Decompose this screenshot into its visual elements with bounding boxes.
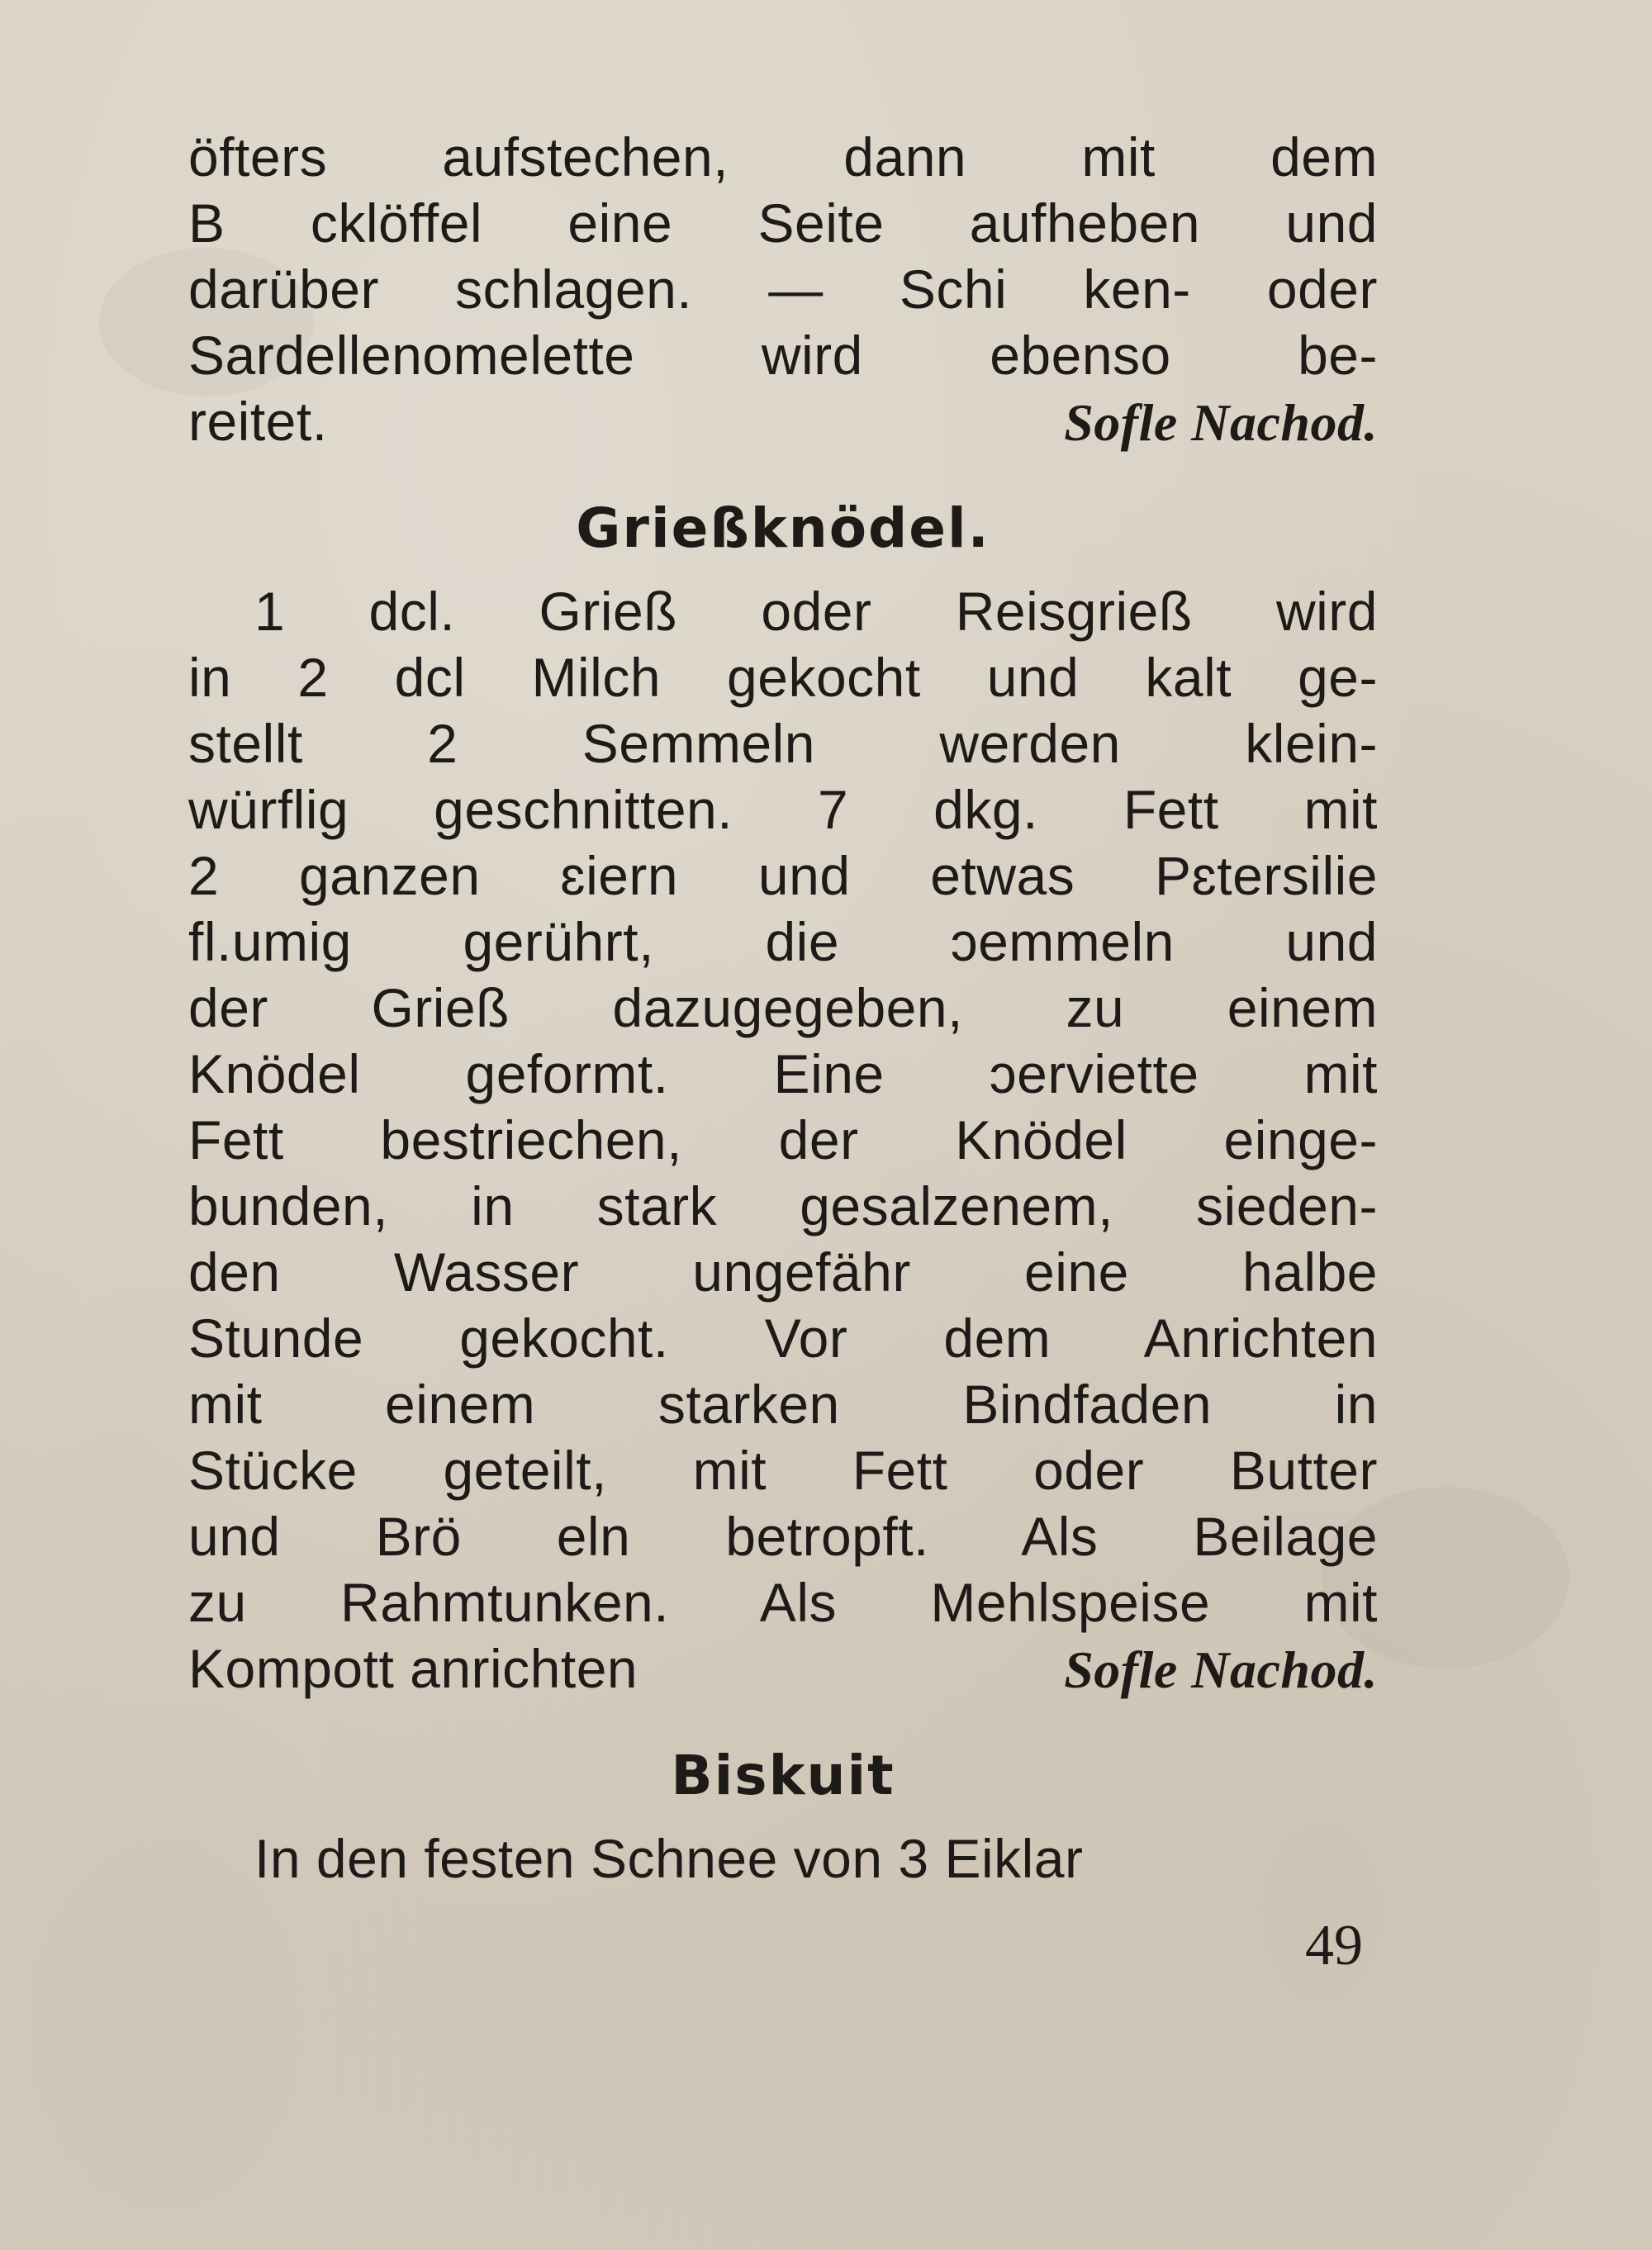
text-line: bunden, in stark gesalzenem, sieden- (188, 1175, 1378, 1237)
text-line: Stunde gekocht. Vor dem Anrichten (188, 1308, 1378, 1369)
text-line: 2 ganzen ɛiern und etwas Pɛtersilie (188, 845, 1378, 906)
text-line: und Brö eln betropft. Als Beilage (188, 1506, 1378, 1567)
text-line: B cklöffel eine Seite aufheben und (188, 192, 1378, 254)
text-line: Stücke geteilt, mit Fett oder Butter (188, 1440, 1378, 1501)
author-signature: Sofle Nachod. (1064, 1640, 1378, 1699)
text-line-with-signature (188, 388, 1378, 454)
text-line: würflig geschnitten. 7 dkg. Fett mit (188, 779, 1378, 840)
author-signature: Sofle Nachod. (1064, 393, 1378, 452)
text-line-with-signature (188, 1635, 1378, 1702)
text-line: fl.umig gerührt, die ɔemmeln und (188, 911, 1378, 972)
text-line: den Wasser ungefähr eine halbe (188, 1241, 1378, 1303)
text-line: darüber schlagen. — Schi ken- oder (188, 259, 1378, 320)
text-line: stellt 2 Semmeln werden klein- (188, 713, 1378, 774)
text-line-end: Kompott anrichten (188, 1638, 638, 1699)
text-line: der Grieß dazugegeben, zu einem (188, 977, 1378, 1038)
text-line: öfters aufstechen, dann mit dem (188, 126, 1378, 188)
recipe-heading: Biskuit (671, 1744, 895, 1807)
page-number: 49 (1305, 1914, 1363, 1977)
text-line: In den festen Schnee von 3 Eiklar (254, 1828, 1084, 1889)
text-line: zu Rahmtunken. Als Mehlspeise mit (188, 1572, 1378, 1633)
text-line: Sardellenomelette wird ebenso be- (188, 325, 1378, 386)
text-line: mit einem starken Bindfaden in (188, 1374, 1378, 1435)
text-line: Fett bestriechen, der Knödel einge- (188, 1109, 1378, 1170)
text-line-end: reitet. (188, 391, 328, 452)
text-line: in 2 dcl Milch gekocht und kalt ge- (188, 647, 1378, 708)
text-line: 1 dcl. Grieß oder Reisgrieß wird (254, 581, 1378, 642)
text-line: Knödel geformt. Eine ɔerviette mit (188, 1043, 1378, 1104)
recipe-heading: Grießknödel. (576, 496, 990, 560)
